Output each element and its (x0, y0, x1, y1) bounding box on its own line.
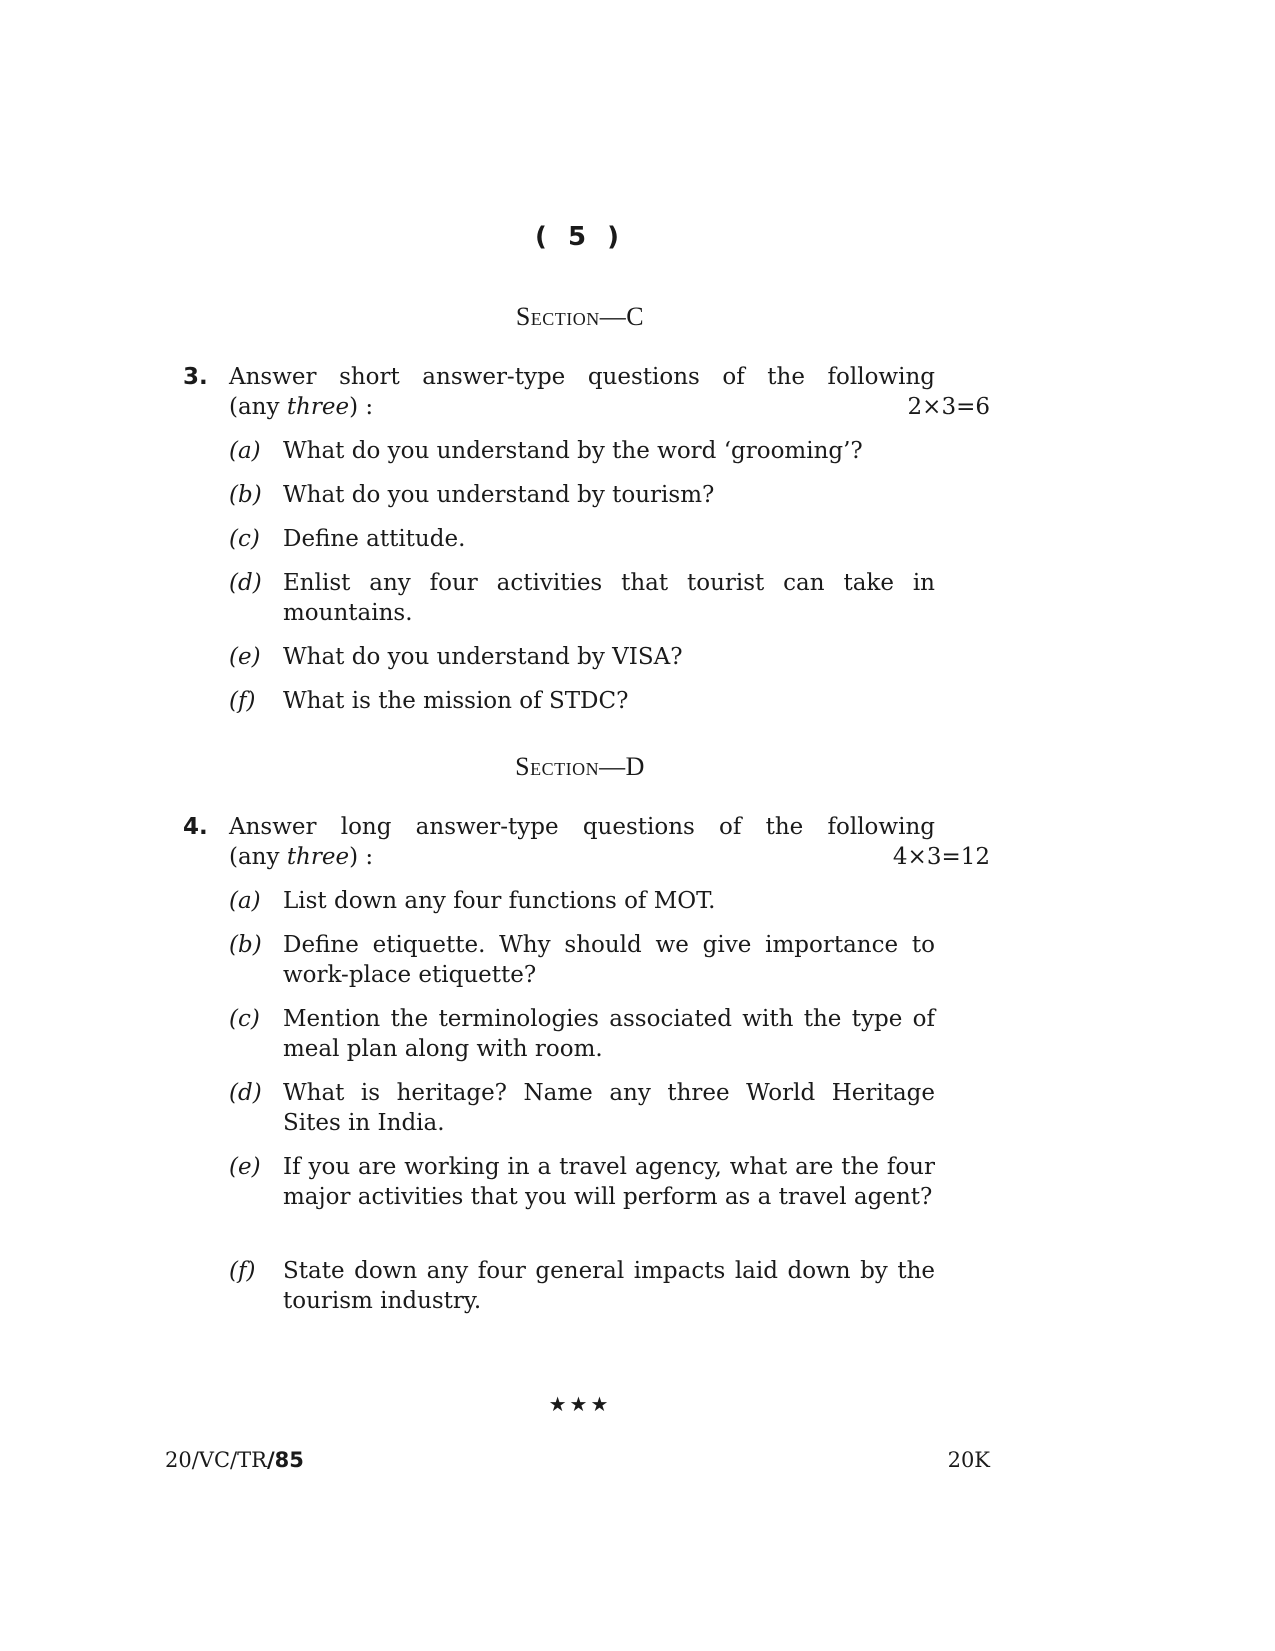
question-4-any-three (229, 842, 373, 872)
q4-any: (any (229, 844, 287, 870)
section-d-title (0, 752, 1160, 782)
question-4-intro: Answer long answer-type questions of the following (229, 814, 935, 840)
q3-item-a-letter: (a) (229, 438, 261, 464)
q4-three: three (286, 844, 350, 870)
q3-item-c-text: Define attitude. (283, 526, 466, 552)
q3-end: ) : (349, 394, 374, 420)
q3-item-c-letter: (c) (229, 526, 260, 552)
q3-item-b-letter: (b) (229, 482, 262, 508)
q3-item-a-text: What do you understand by the word ‘grooming’? (283, 438, 863, 464)
q4-item-b-letter: (b) (229, 932, 262, 958)
page-number: ( 5 ) (535, 222, 625, 252)
question-4-marks: 4×3=12 (892, 844, 990, 870)
question-3-marks: 2×3=6 (907, 394, 990, 420)
q3-item-f-text: What is the mission of STDC? (283, 688, 629, 714)
end-marker-stars: ★★★ (548, 1392, 612, 1416)
q4-item-f-letter: (f) (229, 1258, 256, 1284)
section-c-title-word: Section (515, 302, 600, 331)
q4-item-a-text: List down any four functions of MOT. (283, 888, 716, 914)
q4-item-e-text: If you are working in a travel agency, what are the four major activities that you will perform as a travel agent? (283, 1154, 935, 1210)
print-count: 20K (947, 1448, 990, 1472)
paper-code (165, 1448, 304, 1472)
q4-item-f-text: State down any four general impacts laid down by the tourism industry. (283, 1258, 935, 1314)
section-c-title (0, 302, 1160, 332)
q3-item-e-letter: (e) (229, 644, 261, 670)
section-d-title-word: Section (515, 752, 600, 781)
question-3-intro: Answer short answer-type questions of the following (229, 364, 935, 390)
q3-item-e-text: What do you understand by VISA? (283, 644, 683, 670)
question-3-number: 3. (183, 364, 208, 390)
q4-item-d-letter: (d) (229, 1080, 262, 1106)
q3-three: three (286, 394, 350, 420)
q4-item-c-letter: (c) (229, 1006, 260, 1032)
q3-any: (any (229, 394, 287, 420)
paper-code-suffix: /85 (266, 1448, 304, 1472)
q3-item-d-letter: (d) (229, 570, 262, 596)
question-3-any-three (229, 392, 373, 422)
q4-item-a-letter: (a) (229, 888, 261, 914)
q3-item-d-text: Enlist any four activities that tourist can take in mountains. (283, 570, 935, 626)
q3-item-b-text: What do you understand by tourism? (283, 482, 715, 508)
section-d-title-suffix: —D (599, 752, 645, 781)
q4-end: ) : (349, 844, 374, 870)
q4-item-d-text: What is heritage? Name any three World Heritage Sites in India. (283, 1080, 935, 1136)
question-4-number: 4. (183, 814, 208, 840)
q3-item-f-letter: (f) (229, 688, 256, 714)
q4-item-c-text: Mention the terminologies associated with the type of meal plan along with room. (283, 1006, 935, 1062)
section-c-title-suffix: —C (599, 302, 645, 331)
paper-code-prefix: 20/VC/TR (165, 1448, 267, 1472)
q4-item-b-text: Define etiquette. Why should we give importance to work-place etiquette? (283, 932, 935, 988)
q4-item-e-letter: (e) (229, 1154, 261, 1180)
